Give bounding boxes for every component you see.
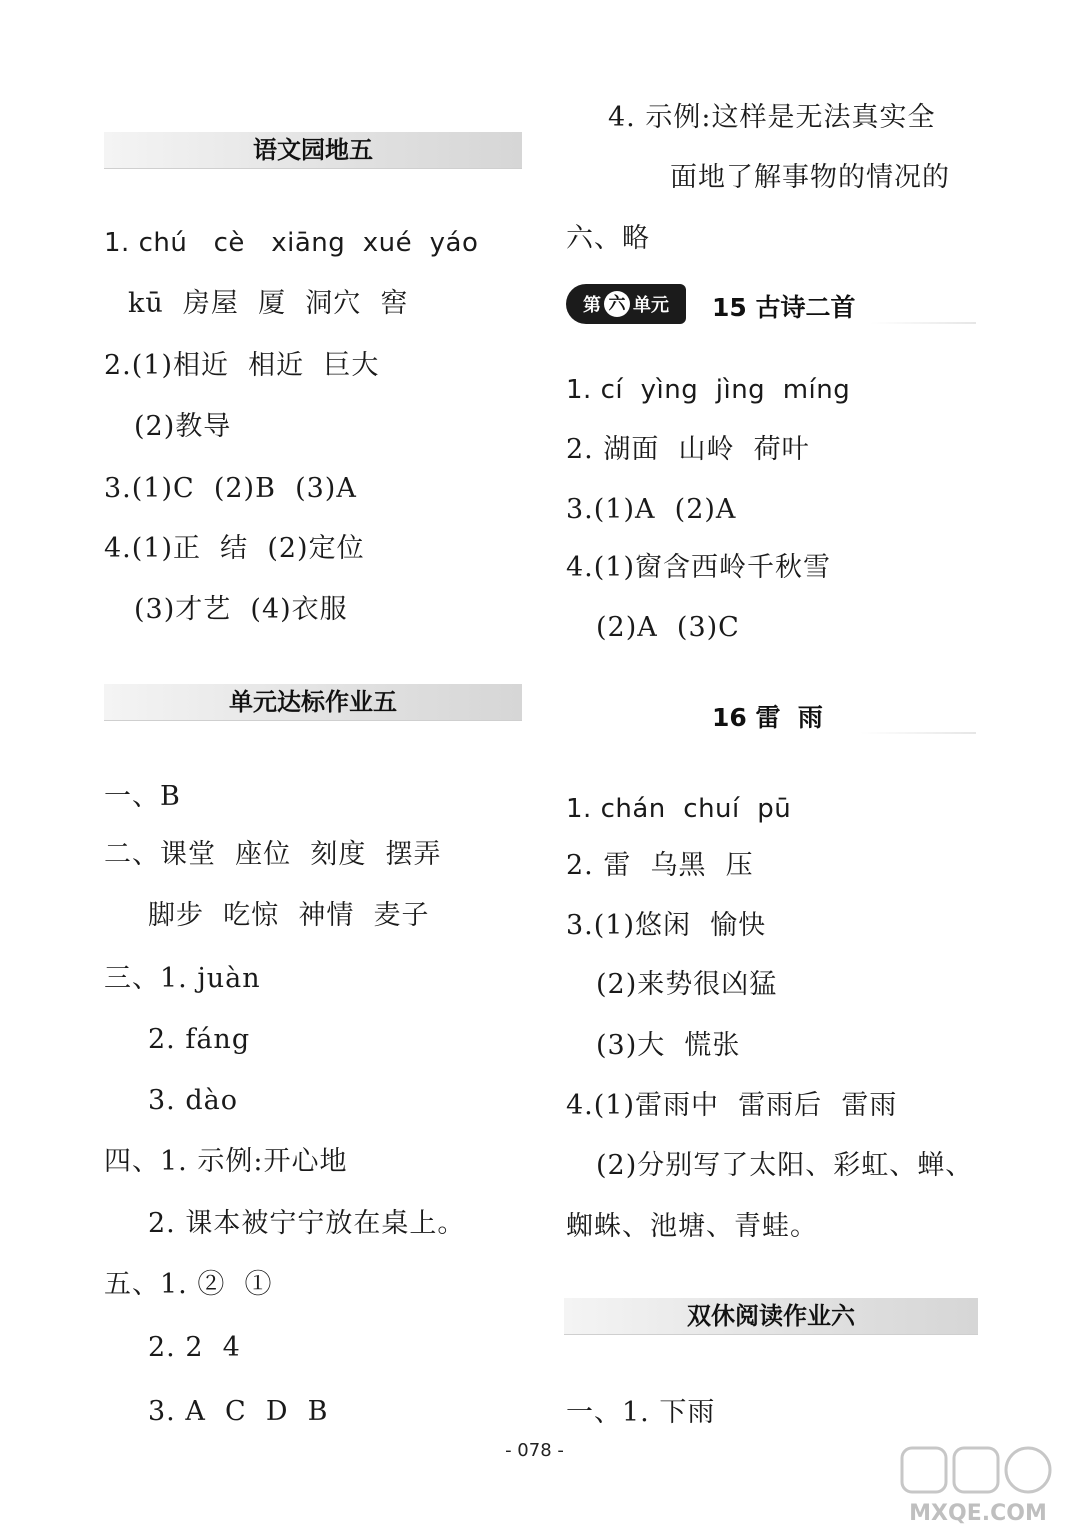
answer-line: 二、课堂 座位 刻度 摆弄 (104, 839, 442, 870)
answer-line: 3. dào (148, 1085, 238, 1116)
divider (870, 322, 976, 324)
answer-line: 三、1. juàn (104, 963, 261, 994)
answer-line: kū 房屋 厦 洞穴 窖 (128, 288, 409, 319)
answer-line: 蜘蛛、池塘、青蛙。 (566, 1211, 818, 1242)
answer-line: 面地了解事物的情况的 (670, 162, 950, 193)
answer-line: 3. A C D B (148, 1396, 329, 1427)
answer-line: 2. 2 4 (148, 1332, 241, 1363)
answer-line: 4.(1)雷雨中 雷雨后 雷雨 (566, 1090, 898, 1121)
answer-line: 六、略 (566, 223, 650, 254)
section-title: 单元达标作业五 (229, 688, 397, 716)
unit-6-badge (566, 284, 686, 324)
watermark-logo (896, 1440, 1060, 1530)
answer-line: 3.(1)悠闲 愉快 (566, 910, 767, 941)
answer-line: 一、B (104, 781, 181, 812)
section-header-yuwen-yuandi-5 (104, 132, 522, 168)
answer-line: 一、1. 下雨 (566, 1397, 716, 1428)
section-header-danyuan-dabiao-5 (104, 684, 522, 720)
section-title: 双休阅读作业六 (687, 1302, 855, 1330)
answer-line: 3.(1)A (2)A (566, 494, 737, 525)
answer-line: (3)才艺 (4)衣服 (134, 594, 348, 625)
answer-line: 2. 雷 乌黑 压 (566, 850, 754, 881)
unit-badge-suffix: 单元 (633, 295, 669, 316)
answer-line: 2. fáng (148, 1024, 251, 1055)
divider (860, 732, 976, 734)
answer-line: 1. chán chuí pū (566, 794, 792, 824)
answer-line: 2.(1)相近 相近 巨大 (104, 350, 380, 381)
answer-line: 五、1. ② ① (104, 1269, 273, 1300)
lesson-16-title: 16 雷 雨 (712, 703, 823, 732)
answer-line: 2. 湖面 山岭 荷叶 (566, 434, 810, 465)
lesson-15-title: 15 古诗二首 (712, 293, 856, 322)
answer-line: (3)大 慌张 (596, 1030, 741, 1061)
unit-badge-prefix: 第 (583, 295, 601, 316)
answer-line: 2. 课本被宁宁放在桌上。 (148, 1208, 466, 1239)
answer-line: 4.(1)正 结 (2)定位 (104, 533, 365, 564)
answer-line: (2)A (3)C (596, 612, 740, 643)
answer-line: 4. 示例:这样是无法真实全 (608, 102, 936, 133)
page-number: - 078 - (505, 1440, 564, 1461)
answer-line: 4.(1)窗含西岭千秋雪 (566, 552, 832, 583)
answer-line: 3.(1)C (2)B (3)A (104, 473, 357, 504)
answer-line: 脚步 吃惊 神情 麦子 (148, 900, 430, 931)
answer-line: (2)分别写了太阳、彩虹、蝉、 (596, 1150, 974, 1181)
section-title: 语文园地五 (253, 136, 373, 164)
answer-line: 1. chú cè xiāng xué yáo (104, 228, 479, 258)
section-header-shuangxiu-yuedu-6 (564, 1298, 978, 1334)
answer-line: (2)来势很凶猛 (596, 969, 778, 1000)
svg-text:MXQE.COM: MXQE.COM (909, 1501, 1047, 1526)
answer-line: (2)教导 (134, 411, 232, 442)
unit-badge-number: 六 (604, 291, 630, 317)
answer-line: 1. cí yìng jìng míng (566, 375, 851, 405)
answer-line: 四、1. 示例:开心地 (104, 1146, 348, 1177)
